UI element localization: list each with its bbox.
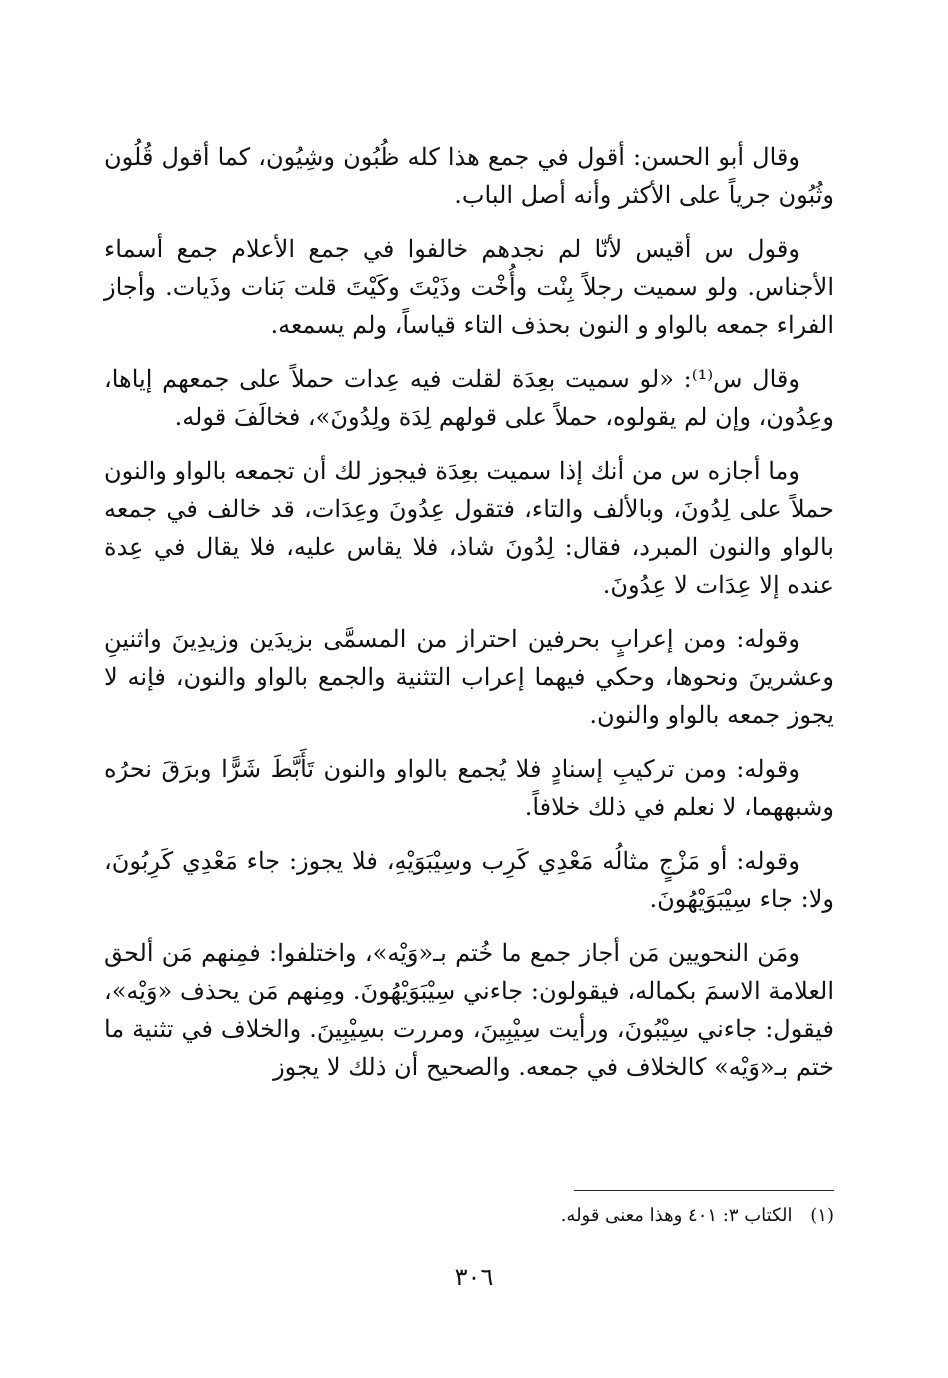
paragraph-8: ومَن النحويين مَن أجاز جمع ما خُتم بـ«وَيْه»، واختلفوا: فمِنهم مَن ألحق العلامة الاسمَ بكماله، فيقولون: جاءني سِيْبَوَيْهُونَ. ومِنهم مَن يحذف «وَيْه»، فيقول: جاءني سِيْبُونَ، ورأيت سِيْبِينَ، ومررت بسِيْبِينَ. والخلاف في تثنية ما ختم بـ«وَيْه» كالخلاف في جمعه. والصحيح أن ذلك لا يجوز <box>104 939 835 1081</box>
paragraph-4: وما أجازه س من أنك إذا سميت بعِدَة فيجوز لك أن تجمعه بالواو والنون حملاً على لِدُونَ، وبالألف والتاء، فتقول عِدُونَ وعِدَات، قد خالف في جمعه بالواو والنون المبرد، فقال: لِدُونَ شاذ، فلا يقاس عليه، فلا يقال في عِدة عنده إلا عِدَات لا عِدُونَ. <box>104 457 834 599</box>
page-number: ٣٠٦ <box>454 1263 494 1291</box>
paragraph-7: وقوله: أو مَزْجٍ مثالُه مَعْدِي كَرِب وسِيْبَوَيْهِ، فلا يجوز: جاء مَعْدِي كَرِبُونَ، ولا: جاء سِيْبَوَيْهُونَ. <box>104 847 834 913</box>
page-body <box>104 138 834 1086</box>
paragraph-5: وقوله: ومن إعرابٍ بحرفين احتراز من المسمَّى بزيدَين وزيدِينَ واثنينِ وعشرينَ ونحوها، وحكي فيهما إعراب التثنية والجمع بالواو والنون، فإنه لا يجوز جمعه بالواو والنون. <box>104 625 834 729</box>
paragraph-6: وقوله: ومن تركيبِ إسنادٍ فلا يُجمع بالواو والنون تَأَبَّطَ شَرًّا وبرَقَ نحرُه وشبههما، لا نعلم في ذلك خلافاً. <box>104 755 834 821</box>
footnote-divider <box>574 1190 834 1191</box>
paragraph-2: وقول س أقيس لأنّا لم نجدهم خالفوا في جمع الأعلام جمع أسماء الأجناس. ولو سميت رجلاً بِنْت وأُخْت وذَيْتَ وكَيْتَ قلت بَنات وذَيات. وأجاز الفراء جمعه بالواو و النون بحذف التاء قياساً، ولم يسمعه. <box>104 235 834 339</box>
paragraph-1: وقال أبو الحسن: أقول في جمع هذا كله ظُبُون وشِيُون، كما أقول قُلُون وثُبُون جرياً على الأكثر وأنه أصل الباب. <box>104 143 834 209</box>
footnote-text: الكتاب ٣: ٤٠١ وهذا معنى قوله. <box>560 1205 793 1226</box>
footnote-marker: (١) <box>810 1205 834 1226</box>
footnote <box>104 1203 834 1229</box>
paragraph-3: وقال س⁽¹⁾: «لو سميت بعِدَة لقلت فيه عِدات حملاً على جمعهم إياها، وعِدُون، وإن لم يقولوه، حملاً على قولهم لِدَة ولِدُونَ»، فخالَفَ قوله. <box>104 365 834 431</box>
